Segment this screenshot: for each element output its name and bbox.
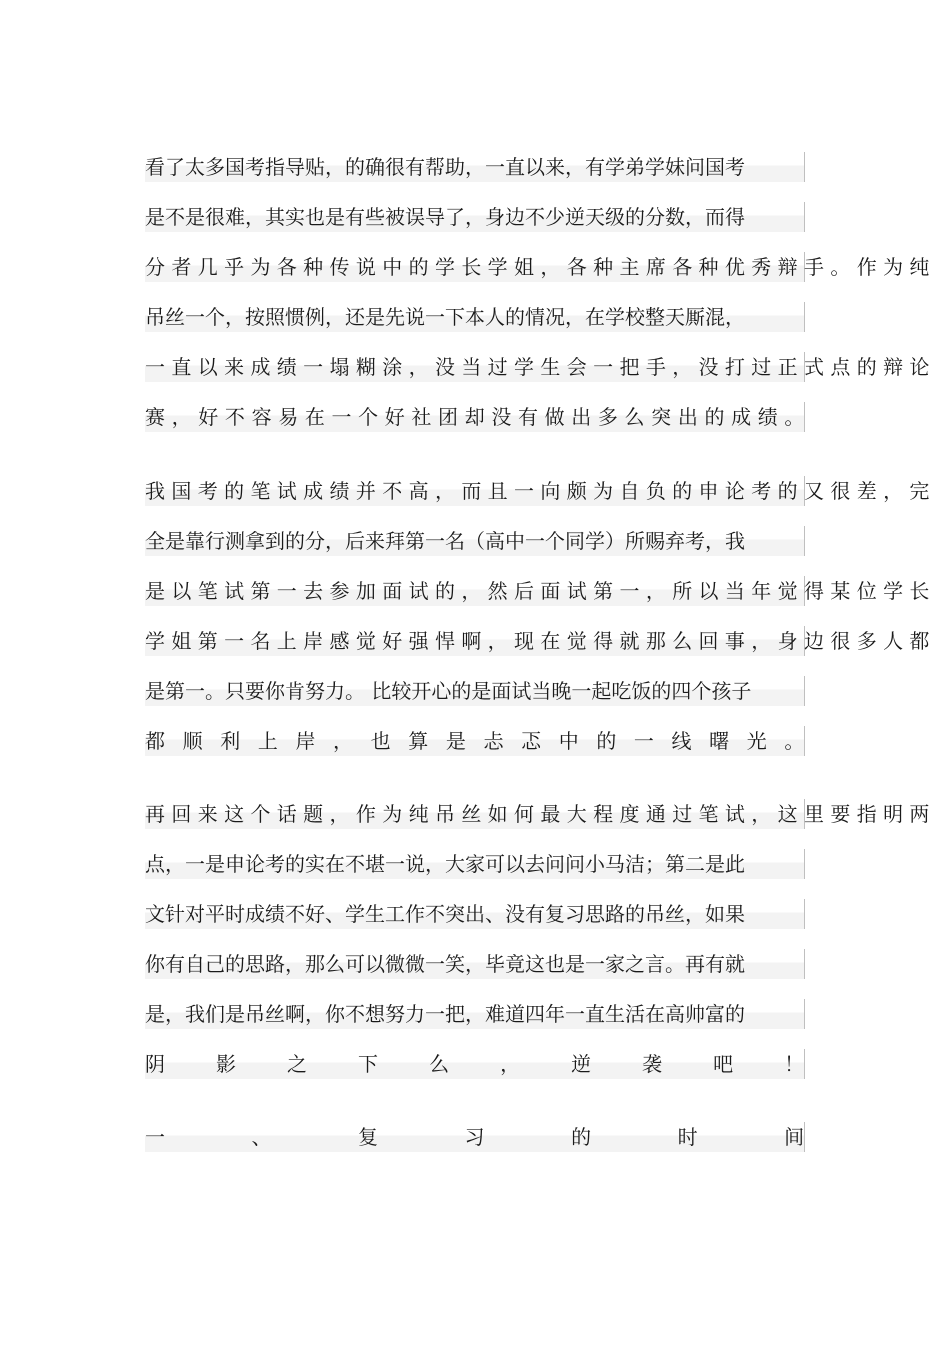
text-line: 是，我们是吊丝啊，你不想努力一把，难道四年一直生活在高帅富的 [145,999,805,1029]
section-heading: 一 、 复 习 的 时 间 [145,1122,805,1152]
text-line: 全是靠行测拿到的分，后来拜第一名（高中一个同学）所赐弃考，我 [145,526,805,556]
text-line: 都 顺 利 上 岸 ， 也 算 是 忐 忑 中 的 一 线 曙 光 。 [145,726,805,756]
text-line: 看了太多国考指导贴，的确很有帮助，一直以来，有学弟学妹问国考 [145,152,805,182]
text-line: 分 者 几 乎 为 各 种 传 说 中 的 学 长 学 姐 ， 各 种 主 席 各 种 优 秀 辩 手 。 作 为 纯 [145,252,805,282]
text-line: 是第一。只要你肯努力。 比较开心的是面试当晚一起吃饭的四个孩子 [145,676,805,706]
text-line: 阴 影 之 下 么 ， 逆 袭 吧 ！ [145,1049,805,1079]
text-line: 再 回 来 这 个 话 题 ， 作 为 纯 吊 丝 如 何 最 大 程 度 通 过 笔 试 ， 这 里 要 指 明 两 [145,799,805,829]
text-line: 文针对平时成绩不好、学生工作不突出、没有复习思路的吊丝，如果 [145,899,805,929]
text-line: 我 国 考 的 笔 试 成 绩 并 不 高 ， 而 且 一 向 颇 为 自 负 的 申 论 考 的 又 很 差 ， 完 [145,476,805,506]
text-line: 是 以 笔 试 第 一 去 参 加 面 试 的 ， 然 后 面 试 第 一 ， 所 以 当 年 觉 得 某 位 学 长 [145,576,805,606]
text-line: 一 直 以 来 成 绩 一 塌 糊 涂 ， 没 当 过 学 生 会 一 把 手 ， 没 打 过 正 式 点 的 辩 论 [145,352,805,382]
text-line: 赛 ， 好 不 容 易 在 一 个 好 社 团 却 没 有 做 出 多 么 突 出 的 成 绩 。 [145,402,805,432]
text-line: 吊丝一个，按照惯例，还是先说一下本人的情况，在学校整天厮混， [145,302,805,332]
text-line: 是不是很难，其实也是有些被误导了，身边不少逆天级的分数，而得 [145,202,805,232]
text-line: 点，一是申论考的实在不堪一说，大家可以去问问小马洁；第二是此 [145,849,805,879]
text-line: 学 姐 第 一 名 上 岸 感 觉 好 强 悍 啊 ， 现 在 觉 得 就 那 么 回 事 ， 身 边 很 多 人 都 [145,626,805,656]
text-line: 你有自己的思路，那么可以微微一笑，毕竟这也是一家之言。再有就 [145,949,805,979]
